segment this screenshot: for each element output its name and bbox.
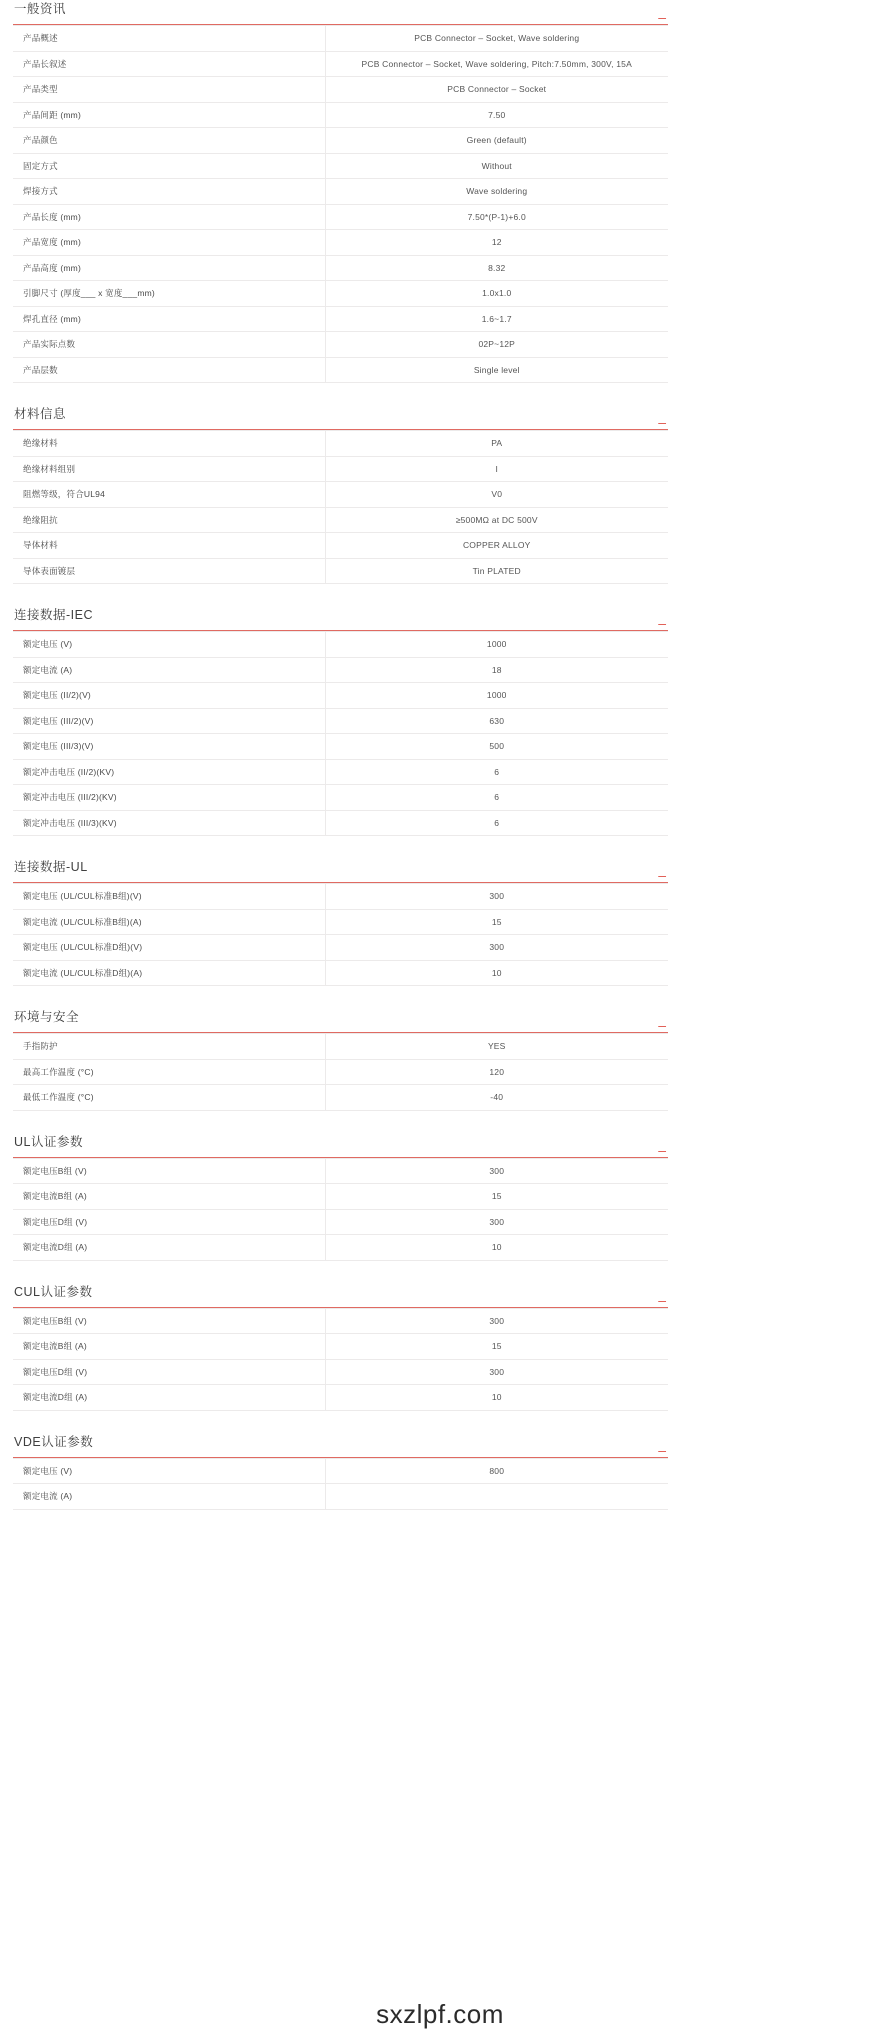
table-row bbox=[13, 102, 668, 128]
table-row bbox=[13, 734, 668, 760]
spec-label: 产品层数 bbox=[13, 357, 325, 383]
spec-label: 额定电流 (A) bbox=[13, 1484, 325, 1510]
section-spacer bbox=[13, 836, 668, 858]
table-row bbox=[13, 1334, 668, 1360]
spec-value: Tin PLATED bbox=[325, 558, 668, 584]
spec-table bbox=[13, 1458, 668, 1510]
section-title: 一般资讯 bbox=[14, 2, 67, 16]
spec-label: 额定电流D组 (A) bbox=[13, 1385, 325, 1411]
spec-label: 产品长叙述 bbox=[13, 51, 325, 77]
table-row bbox=[13, 51, 668, 77]
spec-label: 额定电压B组 (V) bbox=[13, 1158, 325, 1184]
spec-table bbox=[13, 1033, 668, 1111]
watermark: sxzlpf.com bbox=[376, 1999, 504, 2029]
section-header[interactable] bbox=[13, 1433, 668, 1458]
table-row bbox=[13, 255, 668, 281]
spec-table bbox=[13, 883, 668, 986]
spec-value: 10 bbox=[325, 960, 668, 986]
spec-value: 7.50*(P-1)+6.0 bbox=[325, 204, 668, 230]
spec-label: 额定电压D组 (V) bbox=[13, 1209, 325, 1235]
table-row bbox=[13, 230, 668, 256]
spec-label: 导体材料 bbox=[13, 533, 325, 559]
section-title: 环境与安全 bbox=[14, 1010, 80, 1024]
spec-section bbox=[13, 0, 668, 383]
spec-value: PA bbox=[325, 431, 668, 457]
section-header[interactable] bbox=[13, 1008, 668, 1033]
spec-value: PCB Connector – Socket bbox=[325, 77, 668, 103]
table-row bbox=[13, 1359, 668, 1385]
spec-table bbox=[13, 1308, 668, 1411]
section-header[interactable] bbox=[13, 606, 668, 631]
spec-label: 产品实际点数 bbox=[13, 332, 325, 358]
collapse-minus-icon[interactable]: – bbox=[658, 414, 666, 430]
table-row bbox=[13, 1059, 668, 1085]
table-row bbox=[13, 785, 668, 811]
collapse-minus-icon[interactable]: – bbox=[658, 1017, 666, 1033]
spec-label: 产品长度 (mm) bbox=[13, 204, 325, 230]
spec-label: 引脚尺寸 (厚度___ x 宽度___mm) bbox=[13, 281, 325, 307]
collapse-minus-icon[interactable]: – bbox=[658, 615, 666, 631]
spec-value: YES bbox=[325, 1034, 668, 1060]
table-row bbox=[13, 1385, 668, 1411]
section-header[interactable] bbox=[13, 1133, 668, 1158]
spec-label: 手指防护 bbox=[13, 1034, 325, 1060]
table-row bbox=[13, 1184, 668, 1210]
spec-value: Wave soldering bbox=[325, 179, 668, 205]
spec-value: 300 bbox=[325, 1209, 668, 1235]
section-title: 材料信息 bbox=[14, 407, 67, 421]
table-row bbox=[13, 533, 668, 559]
spec-value: 02P~12P bbox=[325, 332, 668, 358]
spec-value: V0 bbox=[325, 482, 668, 508]
section-spacer bbox=[13, 383, 668, 405]
spec-label: 焊接方式 bbox=[13, 179, 325, 205]
table-row bbox=[13, 1235, 668, 1261]
table-row bbox=[13, 708, 668, 734]
spec-value: COPPER ALLOY bbox=[325, 533, 668, 559]
spec-value: 300 bbox=[325, 884, 668, 910]
spec-value: PCB Connector – Socket, Wave soldering bbox=[325, 26, 668, 52]
spec-label: 最低工作温度 (°C) bbox=[13, 1085, 325, 1111]
spec-label: 额定电压 (III/3)(V) bbox=[13, 734, 325, 760]
table-row bbox=[13, 759, 668, 785]
spec-label: 产品间距 (mm) bbox=[13, 102, 325, 128]
table-row bbox=[13, 77, 668, 103]
spec-value: 300 bbox=[325, 1308, 668, 1334]
spec-label: 额定冲击电压 (III/3)(KV) bbox=[13, 810, 325, 836]
spec-table bbox=[13, 631, 668, 836]
spec-label: 额定电流 (A) bbox=[13, 657, 325, 683]
section-spacer bbox=[13, 1111, 668, 1133]
spec-label: 产品类型 bbox=[13, 77, 325, 103]
collapse-minus-icon[interactable]: – bbox=[658, 867, 666, 883]
collapse-minus-icon[interactable]: – bbox=[658, 1441, 666, 1458]
spec-table bbox=[13, 430, 668, 584]
collapse-minus-icon[interactable]: – bbox=[658, 1291, 666, 1308]
table-row bbox=[13, 332, 668, 358]
spec-label: 产品高度 (mm) bbox=[13, 255, 325, 281]
spec-value: 15 bbox=[325, 1184, 668, 1210]
spec-label: 绝缘材料组别 bbox=[13, 456, 325, 482]
spec-label: 绝缘阻抗 bbox=[13, 507, 325, 533]
spec-value: 500 bbox=[325, 734, 668, 760]
spec-label: 额定电流D组 (A) bbox=[13, 1235, 325, 1261]
section-title: UL认证参数 bbox=[14, 1134, 83, 1149]
table-row bbox=[13, 179, 668, 205]
spec-value: PCB Connector – Socket, Wave soldering, Pitch:7.50mm, 300V, 15A bbox=[325, 51, 668, 77]
spec-label: 额定电压 (UL/CUL标准B组)(V) bbox=[13, 884, 325, 910]
spec-label: 额定电压 (V) bbox=[13, 632, 325, 658]
spec-label: 额定冲击电压 (II/2)(KV) bbox=[13, 759, 325, 785]
spec-value: 300 bbox=[325, 935, 668, 961]
table-row bbox=[13, 456, 668, 482]
spec-section bbox=[13, 606, 668, 836]
spec-label: 产品颜色 bbox=[13, 128, 325, 154]
section-header[interactable] bbox=[13, 1283, 668, 1308]
table-row bbox=[13, 26, 668, 52]
spec-label: 额定电压 (UL/CUL标准D组)(V) bbox=[13, 935, 325, 961]
spec-section bbox=[13, 1433, 668, 1510]
spec-label: 产品宽度 (mm) bbox=[13, 230, 325, 256]
spec-label: 绝缘材料 bbox=[13, 431, 325, 457]
spec-label: 额定电压D组 (V) bbox=[13, 1359, 325, 1385]
table-row bbox=[13, 128, 668, 154]
spec-value: 18 bbox=[325, 657, 668, 683]
table-row bbox=[13, 306, 668, 332]
table-row bbox=[13, 281, 668, 307]
spec-value: 15 bbox=[325, 1334, 668, 1360]
section-title: VDE认证参数 bbox=[14, 1434, 94, 1449]
spec-label: 最高工作温度 (°C) bbox=[13, 1059, 325, 1085]
section-spacer bbox=[13, 986, 668, 1008]
spec-value: -40 bbox=[325, 1085, 668, 1111]
spec-label: 固定方式 bbox=[13, 153, 325, 179]
spec-value: 7.50 bbox=[325, 102, 668, 128]
spec-value: 1000 bbox=[325, 632, 668, 658]
table-row bbox=[13, 357, 668, 383]
spec-section bbox=[13, 1133, 668, 1261]
table-row bbox=[13, 683, 668, 709]
spec-value: 300 bbox=[325, 1359, 668, 1385]
spec-value: Green (default) bbox=[325, 128, 668, 154]
section-header[interactable] bbox=[13, 405, 668, 430]
section-spacer bbox=[13, 584, 668, 606]
spec-value: 1.0x1.0 bbox=[325, 281, 668, 307]
spec-value: I bbox=[325, 456, 668, 482]
collapse-minus-icon[interactable]: – bbox=[658, 9, 666, 25]
table-row bbox=[13, 204, 668, 230]
spec-value: ≥500MΩ at DC 500V bbox=[325, 507, 668, 533]
table-row bbox=[13, 1209, 668, 1235]
spec-section bbox=[13, 1008, 668, 1111]
spec-label: 额定电压B组 (V) bbox=[13, 1308, 325, 1334]
spec-value: 10 bbox=[325, 1385, 668, 1411]
table-row bbox=[13, 431, 668, 457]
spec-value: Single level bbox=[325, 357, 668, 383]
section-title: 连接数据-UL bbox=[14, 860, 88, 874]
spec-section bbox=[13, 1283, 668, 1411]
spec-value: 6 bbox=[325, 759, 668, 785]
spec-value: 120 bbox=[325, 1059, 668, 1085]
spec-value: 15 bbox=[325, 909, 668, 935]
table-row bbox=[13, 153, 668, 179]
table-row bbox=[13, 810, 668, 836]
table-row bbox=[13, 558, 668, 584]
table-row bbox=[13, 884, 668, 910]
section-header[interactable] bbox=[13, 858, 668, 883]
spec-value: 1.6~1.7 bbox=[325, 306, 668, 332]
table-row bbox=[13, 1085, 668, 1111]
spec-value: Without bbox=[325, 153, 668, 179]
spec-value: 300 bbox=[325, 1158, 668, 1184]
spec-label: 额定电流B组 (A) bbox=[13, 1184, 325, 1210]
spec-value: 10 bbox=[325, 1235, 668, 1261]
section-title: CUL认证参数 bbox=[14, 1284, 93, 1299]
spec-label: 额定电压 (II/2)(V) bbox=[13, 683, 325, 709]
spec-section bbox=[13, 858, 668, 986]
spec-label: 额定电流 (UL/CUL标准B组)(A) bbox=[13, 909, 325, 935]
spec-label: 额定电压 (III/2)(V) bbox=[13, 708, 325, 734]
table-row bbox=[13, 1158, 668, 1184]
spec-label: 额定电压 (V) bbox=[13, 1458, 325, 1484]
table-row bbox=[13, 1458, 668, 1484]
spec-value: 1000 bbox=[325, 683, 668, 709]
collapse-minus-icon[interactable]: – bbox=[658, 1141, 666, 1158]
table-row bbox=[13, 935, 668, 961]
spec-value: 800 bbox=[325, 1458, 668, 1484]
section-spacer bbox=[13, 1261, 668, 1283]
spec-label: 额定冲击电压 (III/2)(KV) bbox=[13, 785, 325, 811]
table-row bbox=[13, 657, 668, 683]
spec-label: 额定电流B组 (A) bbox=[13, 1334, 325, 1360]
table-row bbox=[13, 909, 668, 935]
table-row bbox=[13, 482, 668, 508]
spec-value: 8.32 bbox=[325, 255, 668, 281]
spec-value: 6 bbox=[325, 810, 668, 836]
spec-section bbox=[13, 405, 668, 584]
spec-label: 产品概述 bbox=[13, 26, 325, 52]
spec-value: 6 bbox=[325, 785, 668, 811]
table-row bbox=[13, 507, 668, 533]
spec-label: 导体表面镀层 bbox=[13, 558, 325, 584]
table-row bbox=[13, 960, 668, 986]
table-row bbox=[13, 632, 668, 658]
spec-value: 12 bbox=[325, 230, 668, 256]
spec-table bbox=[13, 25, 668, 383]
section-header[interactable] bbox=[13, 0, 668, 25]
spec-label: 额定电流 (UL/CUL标准D组)(A) bbox=[13, 960, 325, 986]
section-title: 连接数据-IEC bbox=[14, 608, 94, 622]
spec-value: 630 bbox=[325, 708, 668, 734]
spec-label: 阻燃等级，符合UL94 bbox=[13, 482, 325, 508]
table-row bbox=[13, 1034, 668, 1060]
table-row bbox=[13, 1484, 668, 1510]
spec-label: 焊孔直径 (mm) bbox=[13, 306, 325, 332]
section-spacer bbox=[13, 1411, 668, 1433]
spec-table bbox=[13, 1158, 668, 1261]
table-row bbox=[13, 1308, 668, 1334]
spec-value bbox=[325, 1484, 668, 1510]
